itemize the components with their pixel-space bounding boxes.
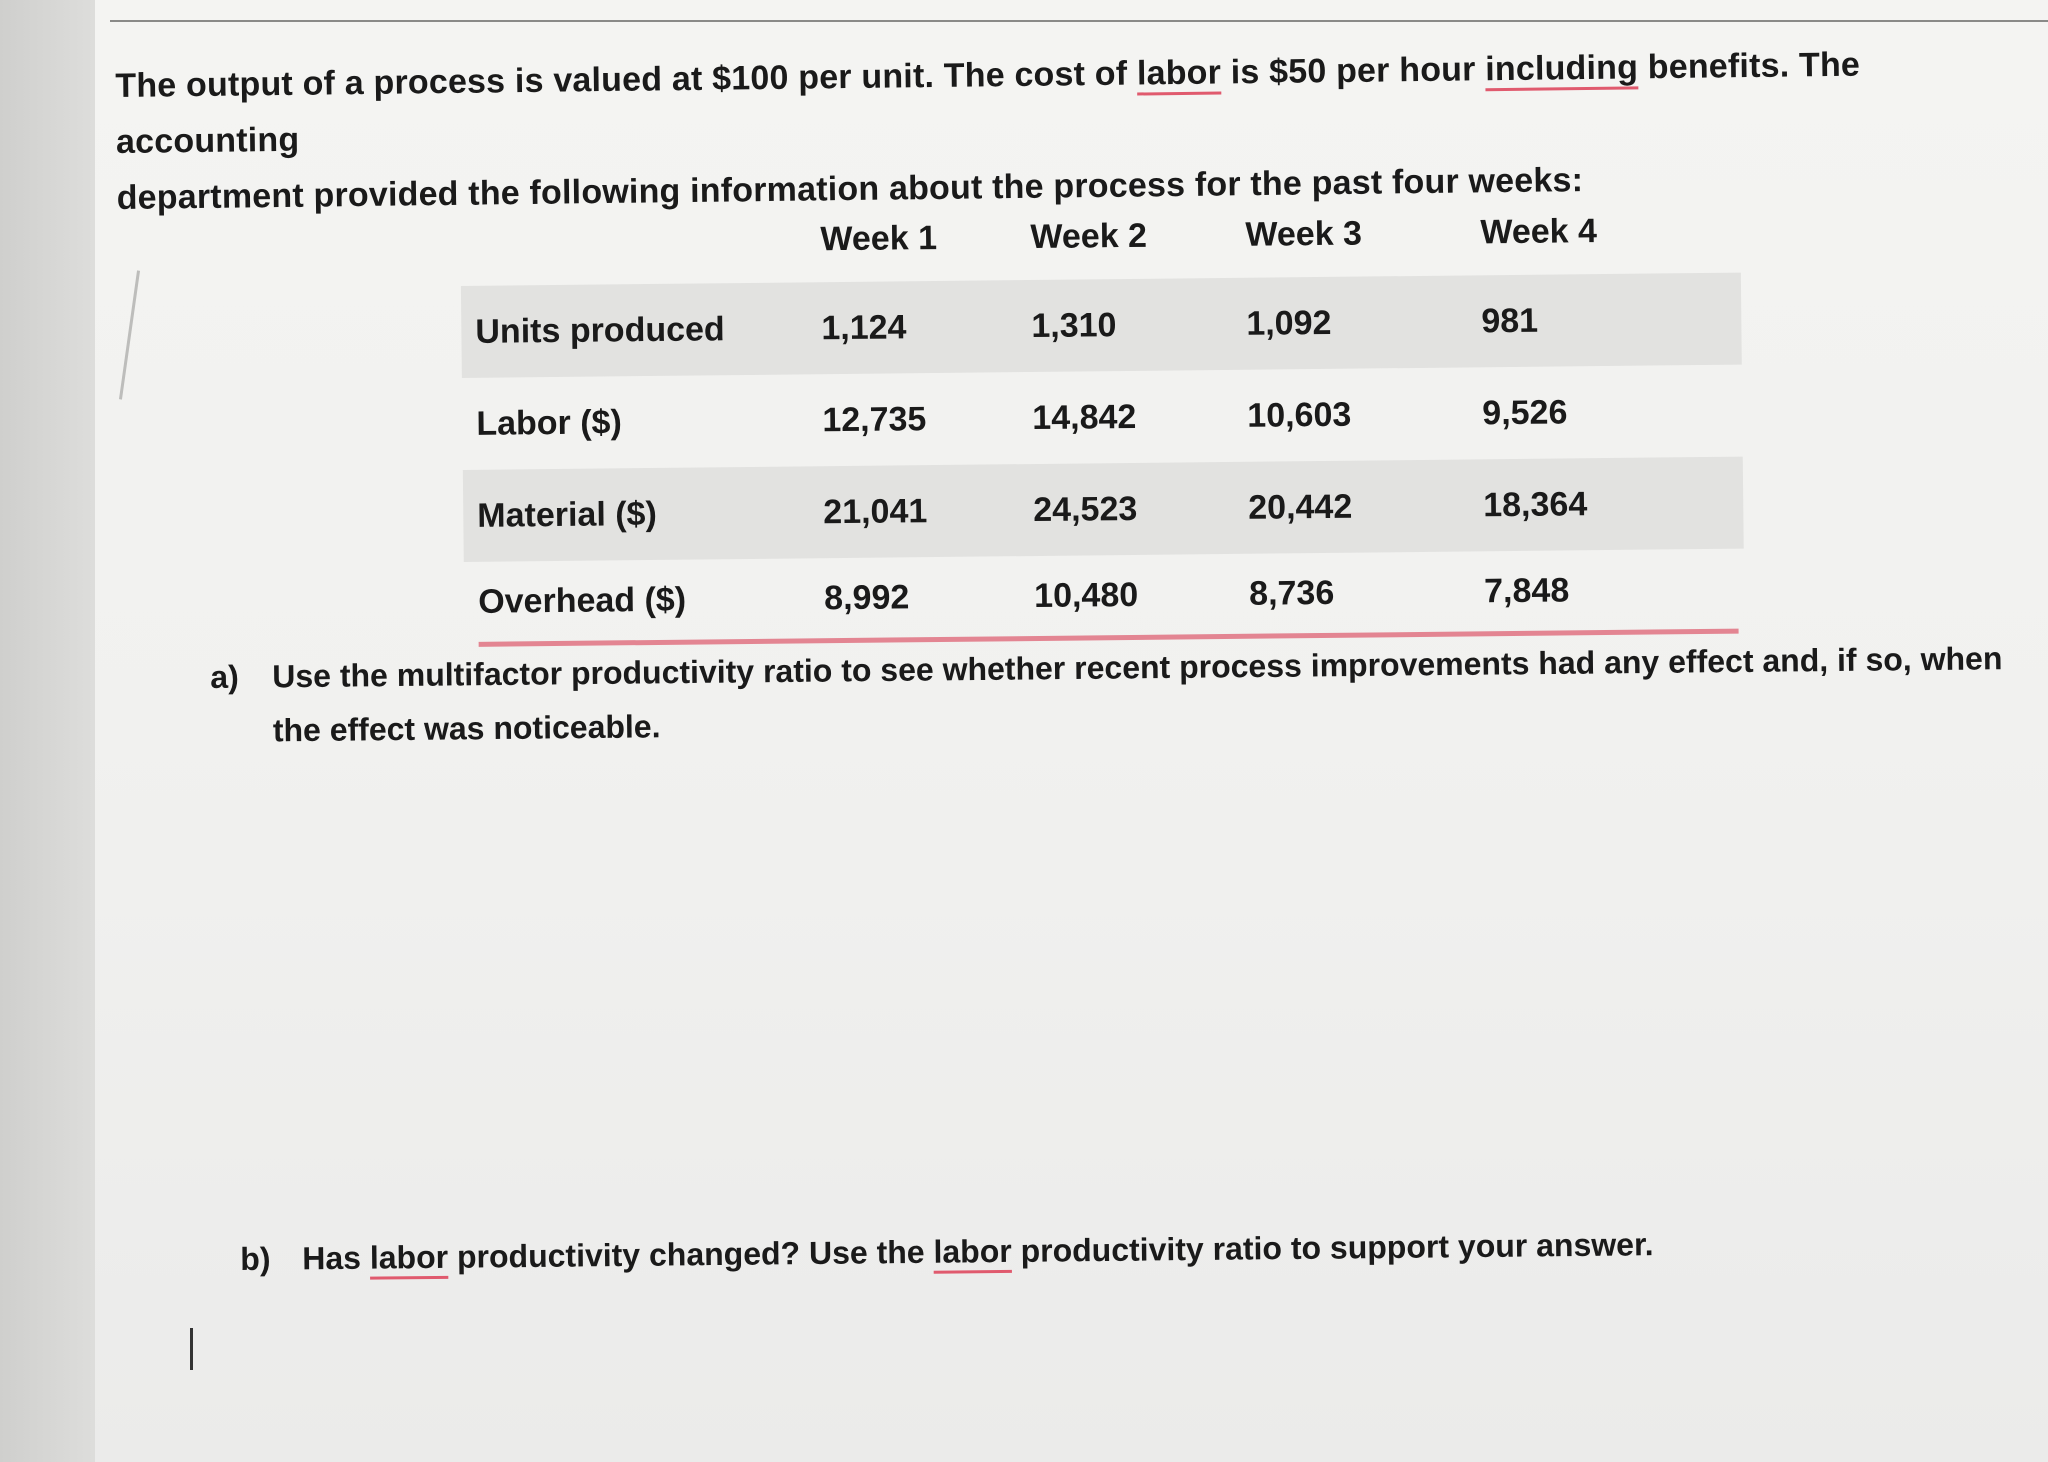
header-week-4: Week 4 bbox=[1480, 211, 1598, 251]
table-cell bbox=[1228, 486, 1483, 528]
text-segment: is $50 per hour bbox=[1220, 50, 1486, 92]
table-cell bbox=[1481, 299, 1741, 341]
cell-value: 18,364 bbox=[1483, 484, 1588, 524]
spellcheck-word-including[interactable]: including bbox=[1484, 48, 1639, 89]
row-label-text: Labor ($) bbox=[476, 402, 622, 443]
cell-value: 10,603 bbox=[1247, 395, 1352, 435]
row-label-text: Overhead ($) bbox=[478, 580, 687, 621]
cell-value: 8,736 bbox=[1248, 573, 1335, 613]
cell-value: 1,092 bbox=[1246, 303, 1332, 343]
table-cell bbox=[1011, 304, 1226, 345]
text-segment: productivity ratio to support your answer. bbox=[1011, 1226, 1654, 1269]
spellcheck-word-labor[interactable]: labor bbox=[1136, 53, 1222, 93]
table-cell bbox=[1483, 483, 1743, 525]
cell-value: 10,480 bbox=[1033, 575, 1139, 615]
table-cell bbox=[1013, 488, 1228, 529]
problem-line-2: department provided the following information about the process for the past four weeks: bbox=[116, 161, 1584, 217]
table-cell bbox=[1484, 569, 1744, 611]
question-a bbox=[210, 631, 2048, 758]
table-header-row bbox=[460, 187, 1741, 286]
cell-value: 9,526 bbox=[1482, 392, 1568, 432]
text-segment: productivity changed? Use the bbox=[447, 1233, 934, 1275]
row-label-text: Units produced bbox=[475, 309, 725, 351]
question-a-text: Use the multifactor productivity ratio to see whether recent process improvements had any effect and, if so, when bbox=[272, 640, 2003, 695]
row-label bbox=[463, 493, 803, 536]
header-week-1: Week 1 bbox=[820, 218, 938, 258]
cell-value: 1,310 bbox=[1031, 305, 1117, 345]
question-b-label: b) bbox=[240, 1240, 271, 1277]
table-row bbox=[461, 273, 1742, 378]
table-row bbox=[464, 549, 1745, 642]
text-segment: Has bbox=[302, 1239, 371, 1277]
table-cell bbox=[802, 399, 1012, 440]
page-edge-shadow bbox=[0, 0, 100, 1462]
row-label bbox=[464, 579, 804, 622]
data-table bbox=[460, 187, 1745, 647]
question-a-line-2: the effect was noticeable. bbox=[272, 708, 661, 749]
cell-value: 14,842 bbox=[1032, 397, 1137, 437]
top-divider bbox=[110, 20, 2048, 22]
spellcheck-word-labor[interactable]: labor bbox=[933, 1232, 1012, 1270]
cell-value: 24,523 bbox=[1033, 489, 1138, 529]
text-segment: The output of a process is valued at $100 per unit. The cost of bbox=[115, 54, 1138, 105]
table-cell bbox=[1012, 396, 1227, 437]
table-row bbox=[463, 457, 1744, 562]
cell-value: 8,992 bbox=[823, 577, 910, 617]
text-segment: benefits. The accounting bbox=[115, 45, 1861, 161]
cell-value: 20,442 bbox=[1248, 487, 1353, 527]
header-week-3: Week 3 bbox=[1245, 214, 1363, 254]
table-cell bbox=[1227, 394, 1482, 436]
table-cell bbox=[804, 577, 1014, 618]
table-row bbox=[462, 365, 1743, 470]
row-label bbox=[461, 309, 801, 352]
question-a-label: a) bbox=[210, 658, 239, 695]
table-cell bbox=[1482, 391, 1742, 433]
row-label bbox=[462, 401, 802, 444]
spellcheck-word-labor[interactable]: labor bbox=[369, 1238, 449, 1276]
table-cell bbox=[801, 307, 1011, 348]
cell-value: 12,735 bbox=[822, 399, 927, 439]
cell-value: 21,041 bbox=[823, 491, 928, 531]
cell-value: 981 bbox=[1481, 301, 1539, 340]
cell-value: 7,848 bbox=[1483, 570, 1570, 610]
header-week-2: Week 2 bbox=[1030, 216, 1148, 256]
row-label-text: Material ($) bbox=[477, 494, 657, 535]
table-cell bbox=[1014, 574, 1229, 615]
table-cell bbox=[1226, 302, 1481, 344]
header-empty bbox=[460, 239, 800, 243]
cell-value: 1,124 bbox=[821, 307, 907, 347]
text-cursor[interactable] bbox=[190, 1328, 193, 1370]
table-cell bbox=[803, 491, 1013, 532]
table-cell bbox=[1229, 572, 1484, 614]
